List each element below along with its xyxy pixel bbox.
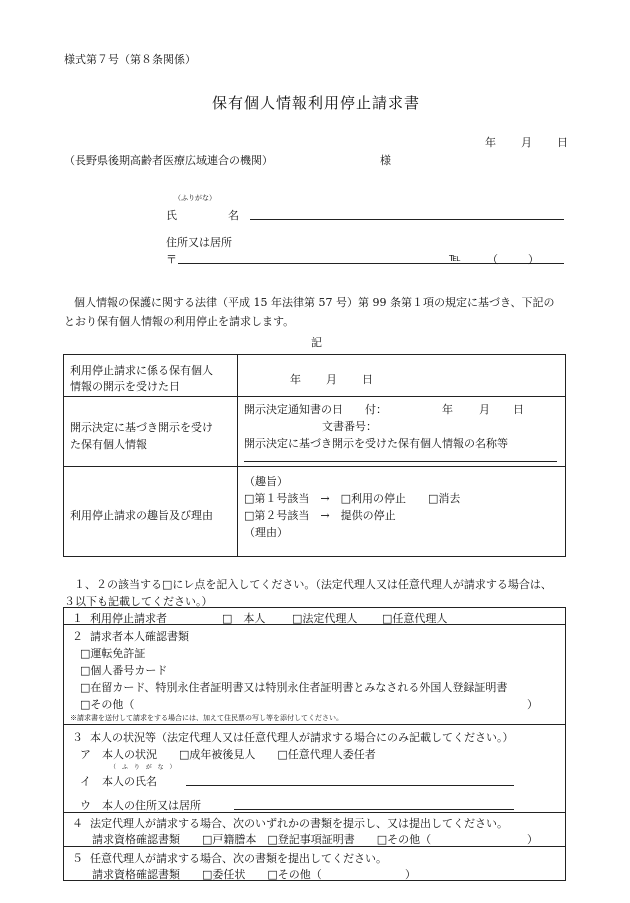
section-2-label: 請求者本人確認書類	[90, 630, 189, 643]
section-4-label: 法定代理人が請求する場合、次のいずれかの書類を提示し、又は提出してください。	[90, 817, 508, 830]
row3-label: 利用停止請求の趣旨及び理由	[70, 509, 213, 522]
postal-mark: 〒	[166, 253, 177, 266]
section-3-label: 本人の状況等（法定代理人又は任意代理人が請求する場合にのみ記載してください。）	[90, 731, 514, 744]
section-2-item-residence: □在留カード、特別永住者証明書又は特別永住者証明書とみなされる外国人登録証明書	[80, 681, 508, 694]
section-2-number: ２	[72, 630, 83, 643]
instructions-line-2: ３以下も記載してください。）	[64, 595, 213, 608]
name-furigana-label: （ふりがな）	[174, 194, 216, 202]
section-1-option-voluntary: □任意代理人	[382, 612, 448, 625]
body-paragraph-line-1: 個人情報の保護に関する法律（平成 15 年法律第 57 号）第 99 条第１項の規定に基づき、下記の	[74, 296, 555, 309]
section-5-documents: 請求資格確認書類 □委任状 □その他（	[92, 868, 322, 881]
row2-info-name-field[interactable]	[244, 461, 557, 462]
honorific: 様	[380, 154, 391, 167]
section-1-option-self: □ 本人	[222, 612, 266, 625]
section-4-number: ４	[72, 817, 83, 830]
section-1-label: 利用停止請求者	[90, 612, 167, 625]
row1-label-line-1: 利用停止請求に係る保有個人	[70, 364, 213, 377]
section-3-item-a: ア 本人の状況 □成年被後見人 □任意代理人委任者	[80, 748, 376, 761]
table-row-divider-2	[63, 466, 566, 467]
date-year-label: 年	[485, 136, 496, 149]
address-label: 住所又は居所	[166, 236, 232, 249]
row3-reason-label: （理由）	[244, 526, 288, 539]
section-5-number: ５	[72, 852, 83, 865]
section-2-item-license: □運転免許証	[80, 647, 146, 660]
form-number: 様式第７号（第８条関係）	[64, 53, 196, 66]
row3-option-1: □第１号該当 → □利用の停止 □消去	[244, 492, 461, 505]
section-2-item-other-close: ）	[527, 698, 538, 711]
row1-day: 日	[362, 373, 373, 386]
section-3-furigana: （ ふ り が な ）	[110, 764, 178, 771]
row2-label-line-2: た保有個人情報	[70, 438, 147, 451]
section-3-address-field[interactable]	[234, 809, 514, 810]
row2-info-name: 開示決定に基づき開示を受けた保有個人情報の名称等	[244, 437, 508, 450]
date-month-label: 月	[521, 136, 532, 149]
section-2-item-mynumber: □個人番号カード	[80, 664, 168, 677]
section-3-item-i: イ 本人の氏名	[80, 775, 157, 788]
addressee: （長野県後期高齢者医療広域連合の機関）	[64, 154, 273, 167]
table-column-divider	[237, 354, 238, 557]
section-5-close: ）	[405, 868, 416, 881]
table-row-divider-1	[63, 396, 566, 397]
row1-label-line-2: 情報の開示を受けた日	[70, 380, 180, 393]
instructions-line-1: １、２の該当する□にレ点を記入してください。（法定代理人又は任意代理人が請求する場合は、	[74, 578, 552, 591]
section-4-documents: 請求資格確認書類 □戸籍謄本 □登記事項証明書 □その他（	[92, 833, 432, 846]
section-5-label: 任意代理人が請求する場合、次の書類を提出してください。	[90, 852, 387, 865]
tel-paren-close: ）	[528, 253, 539, 266]
name-field[interactable]	[250, 219, 564, 220]
ki-label: 記	[311, 336, 322, 349]
row2-year: 年	[442, 403, 453, 416]
name-label-1: 氏	[166, 209, 177, 222]
row3-purport-label: （趣旨）	[244, 475, 288, 488]
address-field[interactable]	[178, 263, 564, 264]
row3-option-2: □第２号該当 → 提供の停止	[244, 509, 396, 522]
section-2-note: ※請求書を送付して請求をする場合には、加えて住民票の写し等を添付してください。	[70, 714, 343, 722]
section-3-item-u: ウ 本人の住所又は居所	[80, 799, 201, 812]
tel-mark: ℡	[449, 251, 461, 264]
row1-month: 月	[326, 373, 337, 386]
body-paragraph-line-2: とおり保有個人情報の利用停止を請求します。	[64, 315, 295, 328]
form-title: 保有個人情報利用停止請求書	[212, 94, 421, 112]
row2-document-number: 文書番号：	[322, 420, 377, 433]
row2-month: 月	[479, 403, 490, 416]
section-3-name-field[interactable]	[186, 785, 514, 786]
section-4-close: ）	[527, 833, 538, 846]
section-divider-2	[63, 724, 566, 725]
section-1-number: １	[72, 612, 83, 625]
section-1-option-legal: □法定代理人	[292, 612, 358, 625]
tel-paren-open: （	[487, 253, 498, 266]
row2-day: 日	[513, 403, 524, 416]
date-day-label: 日	[557, 136, 568, 149]
section-2-item-other: □その他（	[80, 698, 135, 711]
name-label-2: 名	[228, 209, 239, 222]
row2-label-line-1: 開示決定に基づき開示を受け	[70, 421, 213, 434]
row1-year: 年	[290, 373, 301, 386]
row2-notice-date: 開示決定通知書の日 付：	[244, 403, 387, 416]
section-3-number: ３	[72, 731, 83, 744]
